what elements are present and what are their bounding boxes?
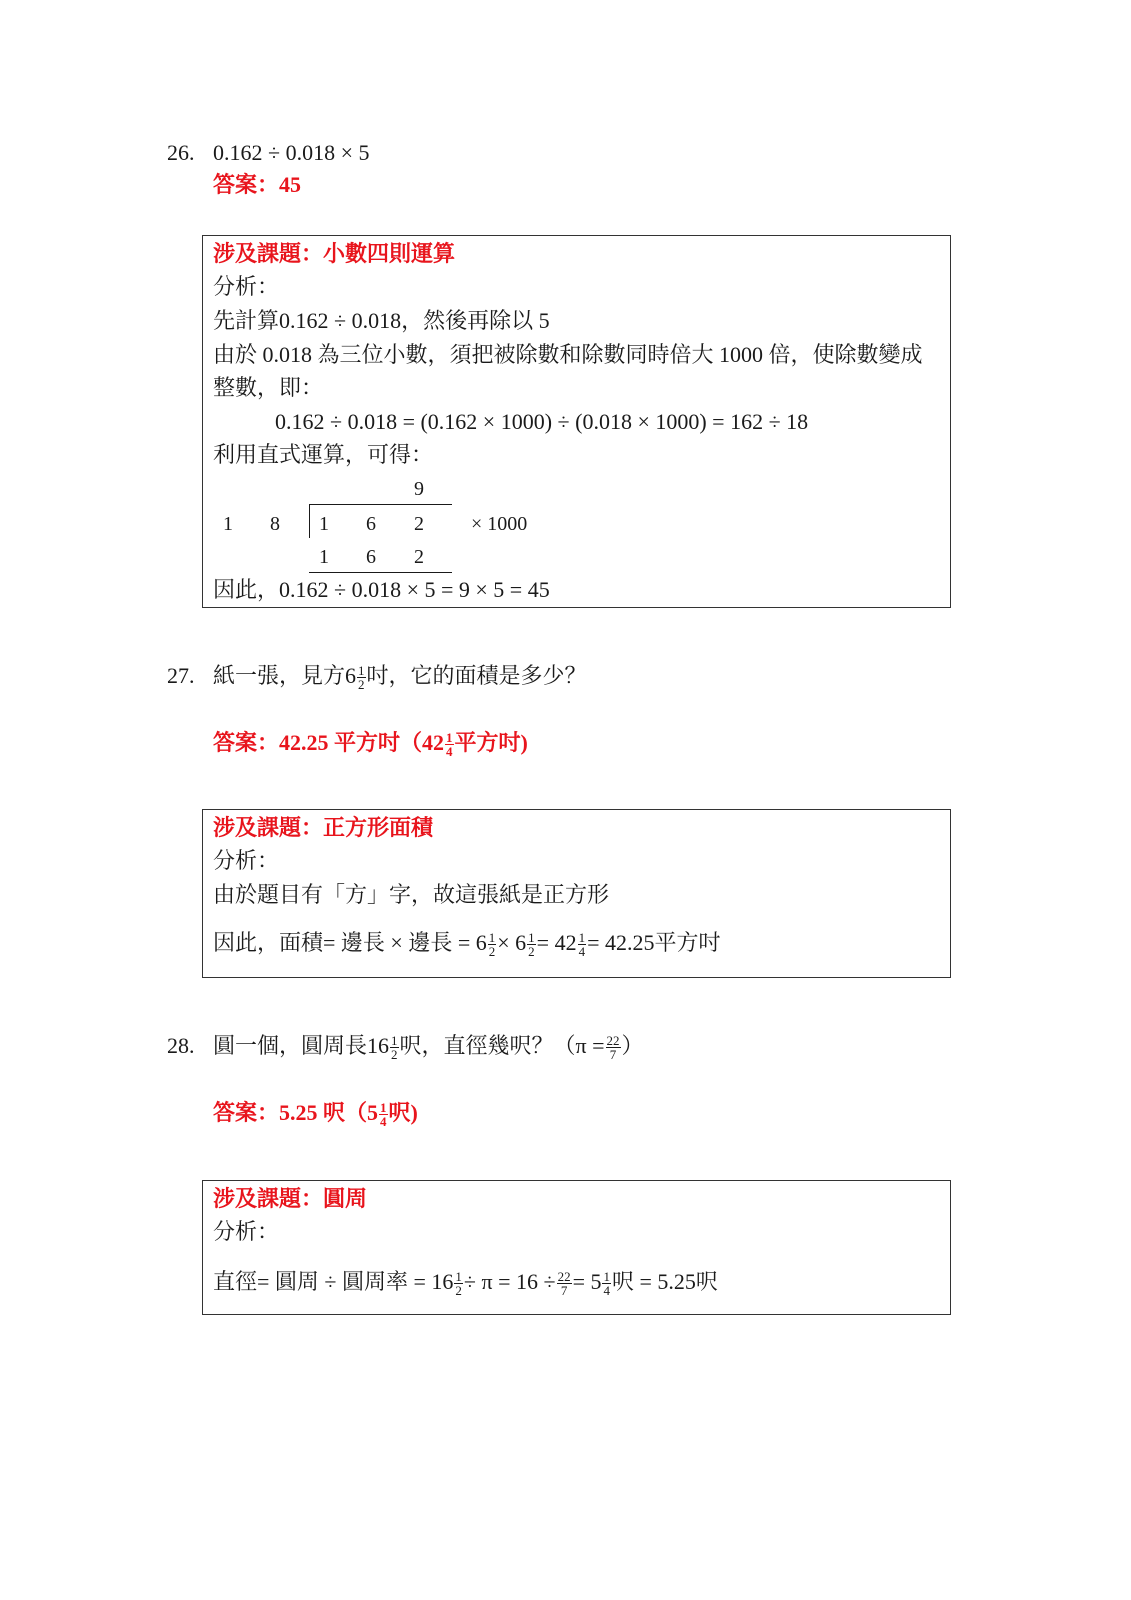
question-text: 0.162 ÷ 0.018 × 5 <box>213 140 370 165</box>
pi-fraction: $\frac{22}{7}$ <box>606 1033 620 1063</box>
analysis-line: 由於 0.018 為三位小數，須把被除數和除數同時倍大 1000 倍，使除數變成 <box>213 342 923 367</box>
long-division-multiplier: × 1000 <box>471 513 528 535</box>
fraction: $\frac{1}{2}$ <box>528 930 535 960</box>
division-bracket <box>309 504 310 538</box>
question-number: 28. <box>167 1033 195 1058</box>
analysis-line: 利用直式運算，可得： <box>213 442 434 467</box>
long-division-divisor-digit: 1 <box>223 513 233 535</box>
analysis-label: 分析： <box>213 274 280 299</box>
fraction: $\frac{1}{4}$ <box>603 1269 610 1299</box>
long-division-product-digit: 2 <box>414 546 424 568</box>
analysis-line: 由於題目有「方」字，故這張紙是正方形 <box>213 882 610 907</box>
analysis-label: 分析： <box>213 1219 280 1244</box>
question-text: 圓一個，圓周長16 $\frac{1}{2}$ 呎，直徑幾呎？（π = $\frac{22}{7}$ ） <box>213 1033 644 1063</box>
analysis-box <box>202 809 951 978</box>
analysis-line: 整數，即： <box>213 375 324 400</box>
question-text: 紙一張，見方6 $\frac{1}{2}$ 吋，它的面積是多少？ <box>213 663 587 693</box>
question-number: 27. <box>167 663 195 688</box>
analysis-line: 先計算0.162 ÷ 0.018，然後再除以 5 <box>213 308 550 333</box>
long-division-divisor-digit: 8 <box>270 513 280 535</box>
fraction: $\frac{1}{4}$ <box>446 730 453 760</box>
long-division-quotient: 9 <box>414 478 424 500</box>
fraction: $\frac{1}{2}$ <box>488 930 496 960</box>
fraction: $\frac{1}{4}$ <box>380 1100 387 1130</box>
analysis-label: 分析： <box>213 848 280 873</box>
answer: 答案：5.25 呎（5 $\frac{1}{4}$ 呎) <box>213 1100 418 1130</box>
answer: 答案：42.25 平方吋（42 $\frac{1}{4}$ 平方吋) <box>213 730 528 760</box>
fraction: $\frac{1}{2}$ <box>455 1269 462 1299</box>
diameter-calculation: 直徑= 圓周 ÷ 圓周率 = 16 $\frac{1}{2}$ ÷ π = 16 ÷ $\frac{22}{7}$ = 5 $\frac{1}{4}$ 呎 = 5.25呎 <box>213 1269 718 1299</box>
topic-heading: 涉及課題：正方形面積 <box>213 815 434 840</box>
long-division-product-digit: 1 <box>319 546 329 568</box>
analysis-box <box>202 235 951 608</box>
fraction: $\frac{22}{7}$ <box>557 1269 571 1299</box>
topic-heading: 涉及課題：圓周 <box>213 1186 368 1211</box>
division-underline <box>309 572 452 573</box>
fraction: $\frac{1}{2}$ <box>358 663 365 693</box>
fraction: $\frac{1}{4}$ <box>578 930 586 960</box>
question-number: 26. <box>167 140 195 165</box>
fraction: $\frac{1}{2}$ <box>391 1033 398 1063</box>
conclusion: 因此，0.162 ÷ 0.018 × 5 = 9 × 5 = 45 <box>213 577 550 602</box>
division-bar <box>309 504 452 505</box>
topic-heading: 涉及課題：小數四則運算 <box>213 241 456 266</box>
area-calculation: 因此，面積= 邊長 × 邊長 = 6 $\frac{1}{2}$ × 6 $\frac{1}{2}$ = 42 $\frac{1}{4}$ = 42.25平方吋 <box>213 930 721 960</box>
long-division-product-digit: 6 <box>366 546 376 568</box>
equation: 0.162 ÷ 0.018 = (0.162 × 1000) ÷ (0.018 × 1000) = 162 ÷ 18 <box>275 409 809 434</box>
long-division-dividend-digit: 6 <box>366 513 376 535</box>
long-division-dividend-digit: 1 <box>319 513 329 535</box>
answer: 答案：45 <box>213 172 302 197</box>
analysis-box <box>202 1180 951 1315</box>
long-division-dividend-digit: 2 <box>414 513 424 535</box>
